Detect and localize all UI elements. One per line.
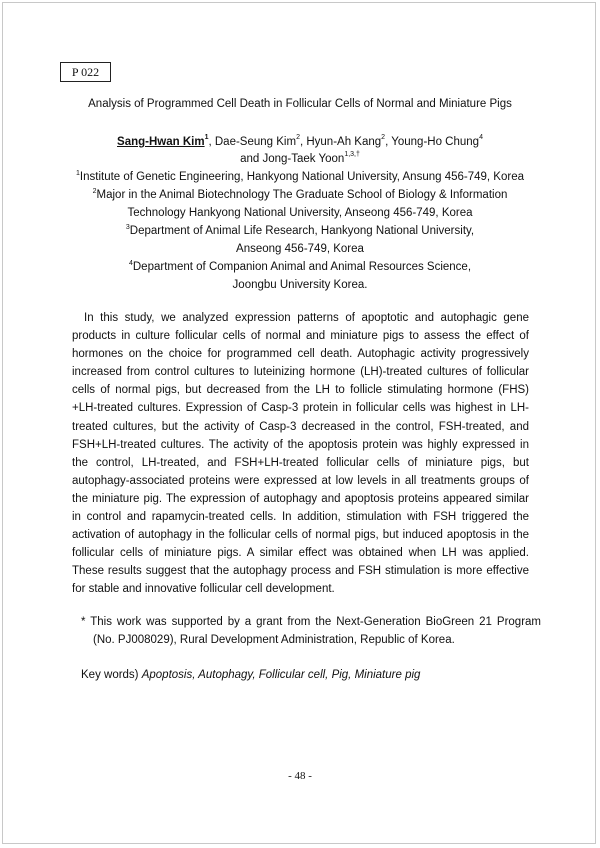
author-line-1 [0, 134, 600, 151]
author-sup: 2 [296, 134, 300, 142]
author-sup: 2 [381, 134, 386, 142]
author-sup: 1,3,† [344, 151, 360, 159]
keywords-label: Key words) [81, 669, 142, 681]
funding-footnote: * This work was supported by a grant from the Next-Generation BioGreen 21 Program (No. PJ008029), Rural Development Administration, Republic of Korea. [81, 616, 541, 646]
poster-code: P 022 [71, 65, 100, 79]
author-name: , Dae-Seung Kim [208, 136, 297, 148]
affiliations [60, 168, 540, 294]
affiliation-4-line-1: $^4$Department of Companion Animal and Animal Resources Science, [128, 260, 472, 273]
presenter-sup: 1 [204, 134, 209, 142]
author-name: , Hyun-Ah Kang [299, 136, 382, 148]
affiliation-2-line-1: $^2$Major in the Animal Biotechnology The Graduate School of Biology & Information [92, 188, 508, 201]
author-name: and Jong-Taek Yoon [240, 153, 345, 165]
affiliation-sup: 3 [125, 224, 130, 232]
affiliation-sup: 4 [128, 260, 133, 268]
affiliation-1-line-1: $^1$Institute of Genetic Engineering, Hankyong National University, Ansung 456-749, Korea [76, 170, 524, 183]
affiliation-sup: 1 [76, 170, 80, 178]
author-line-2 [0, 151, 600, 168]
author-sup: 4 [479, 134, 483, 142]
paper-title: Analysis of Programmed Cell Death in Follicular Cells of Normal and Miniature Pigs [88, 98, 512, 110]
page-number: - 48 - [288, 770, 312, 782]
keywords [81, 667, 529, 683]
affiliation-sup: 2 [92, 188, 97, 196]
abstract-body: In this study, we analyzed expression patterns of apoptotic and autophagic gene products in culture follicular cells of normal and miniature pigs to assess the effect of hormones on the choice for programmed cell death. Autophagic activity progressively increased from control cultures to luteinizing hormone (LH)-treated cultures of follicular cells of normal pigs, but decreased from the LH to follicle stimulating hormone (FHS) +LH-treated cultures. Expression of Casp-3 protein in follicular cells was highest in LH-treated cultures, but the activity of Casp-3 decreased in the control, FSH-treated, and FSH+LH-treated cultures. The activity of the apoptosis protein was highly expressed in the control, LH-treated, and FSH+LH-treated follicular cells of miniature pigs, but autophagy-associated proteins were expressed at low levels in all treatments groups of the miniature pig. The expression of autophagy and apoptosis proteins appeared similar in control and rapamycin-treated cells. In addition, stimulation with FSH triggered the activation of autophagy in the follicular cells of normal pigs, but induced apoptosis in the follicular cells of miniature pigs. A similar effect was obtained when LH was applied. These results suggest that the autophagy process and FSH stimulation is more effective for stable and innovative follicular cell development. [72, 312, 529, 596]
affiliation-3-line-1: $^3$Department of Animal Life Research, Hankyong National University, [125, 224, 475, 237]
affiliation-4-line-2: Joongbu University Korea. [232, 279, 368, 291]
author-list [0, 134, 600, 168]
affiliation-3-line-2: Anseong 456-749, Korea [236, 243, 364, 255]
affiliation-2-line-2: Technology Hankyong National University, Anseong 456-749, Korea [127, 207, 473, 219]
poster-code-box [60, 62, 111, 82]
presenter-name: Sang-Hwan Kim [117, 136, 205, 148]
author-name: , Young-Ho Chung [385, 136, 480, 148]
keywords-values: Apoptosis, Autophagy, Follicular cell, Pig, Miniature pig [141, 669, 421, 681]
